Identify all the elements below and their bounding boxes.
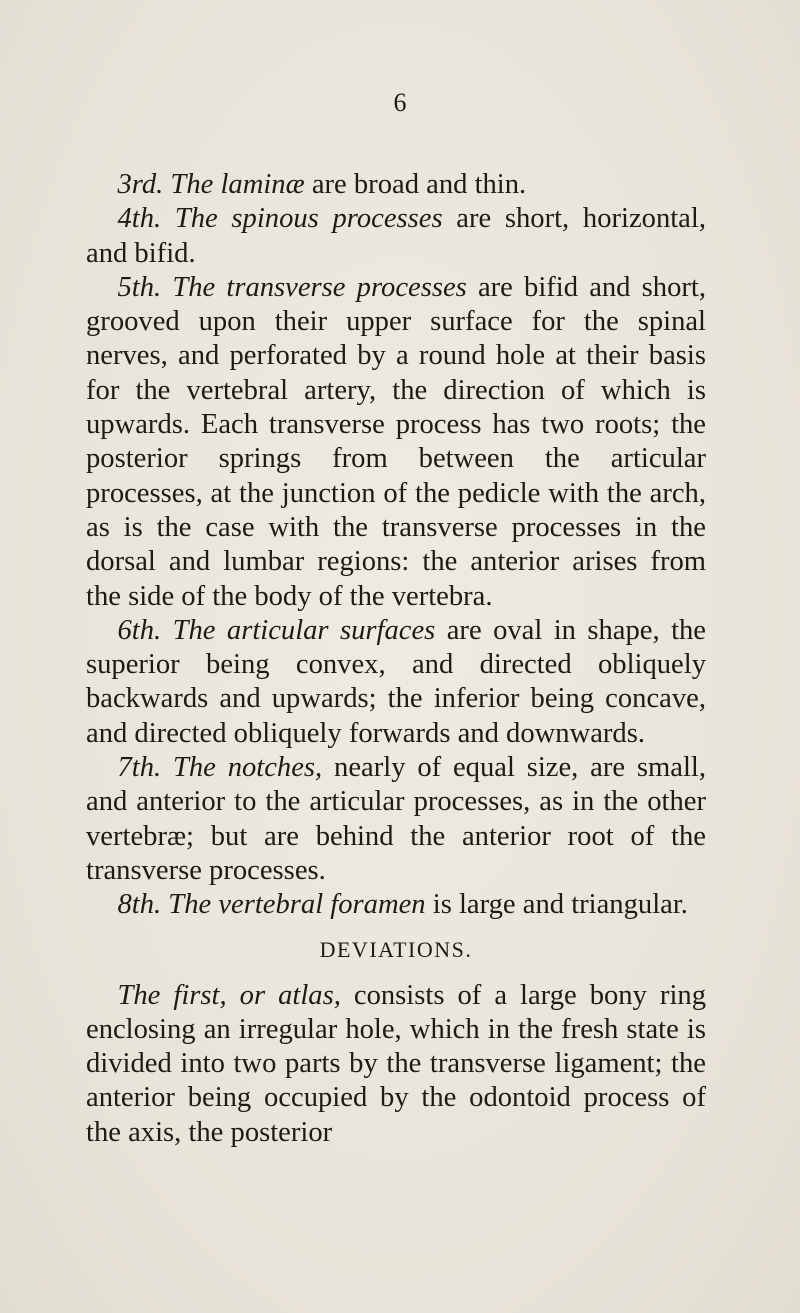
paragraph-body: nearly of equal size, are small, and anterior to the articular processes, as in the other vertebræ; but are behind the anterior root of the transverse processes. (86, 752, 706, 886)
paragraph-number: 7th. (117, 752, 162, 784)
section-heading: DEVIATIONS. (319, 936, 473, 962)
paragraph-laminae (86, 168, 706, 202)
paragraph-number: 8th. (117, 889, 162, 921)
paragraph-number: 3rd. (117, 169, 164, 200)
paragraph-number: 5th. (117, 271, 162, 303)
page-number: 6 (393, 88, 407, 117)
paragraph-body: are short, horizontal, and bifid. (86, 203, 706, 269)
paragraph-spinous-processes (86, 202, 706, 271)
paragraph-number: 6th. (117, 614, 162, 646)
paragraph-lead: The articular surfaces (172, 614, 436, 646)
paragraph-number: 4th. (117, 203, 162, 235)
paragraph-body: is large and triangular. (432, 889, 688, 921)
paragraph-transverse-processes (86, 271, 706, 614)
paragraph-lead: The transverse processes (172, 271, 467, 303)
paragraph-notches (86, 751, 706, 888)
paragraph-vertebral-foramen (86, 888, 706, 922)
paragraph-lead: The vertebral foramen (168, 889, 426, 921)
body-text (86, 168, 706, 1150)
paragraph-lead: The first, or atlas, (117, 979, 341, 1011)
paragraph-atlas (86, 979, 706, 1150)
paragraph-articular-surfaces (86, 614, 706, 751)
paragraph-lead: The laminæ (170, 169, 305, 200)
paragraph-body: are broad and thin. (311, 169, 527, 200)
paragraph-body: consists of a large bony ring enclosing an irregular hole, which in the fresh state is divided into two parts by the transverse ligament; the anterior being occupied by the odontoid process of the axis, the posterior (86, 979, 706, 1148)
paragraph-body: are bifid and short, grooved upon their upper surface for the spinal nerves, and perforated by a round hole at their basis for the vertebral artery, the direction of which is upwards. Each transverse process has two roots; the posterior springs from between the articular processes, at the junction of the pedicle with the arch, as is the case with the transverse processes in the dorsal and lumbar regions: the anterior arises from the side of the body of the vertebra. (86, 271, 706, 612)
paragraph-body: are oval in shape, the superior being convex, and directed obliquely backwards and upwards; the inferior being concave, and directed obliquely forwards and downwards. (86, 614, 706, 749)
paragraph-lead: The spinous processes (174, 203, 443, 235)
paragraph-lead: The notches, (172, 752, 323, 784)
